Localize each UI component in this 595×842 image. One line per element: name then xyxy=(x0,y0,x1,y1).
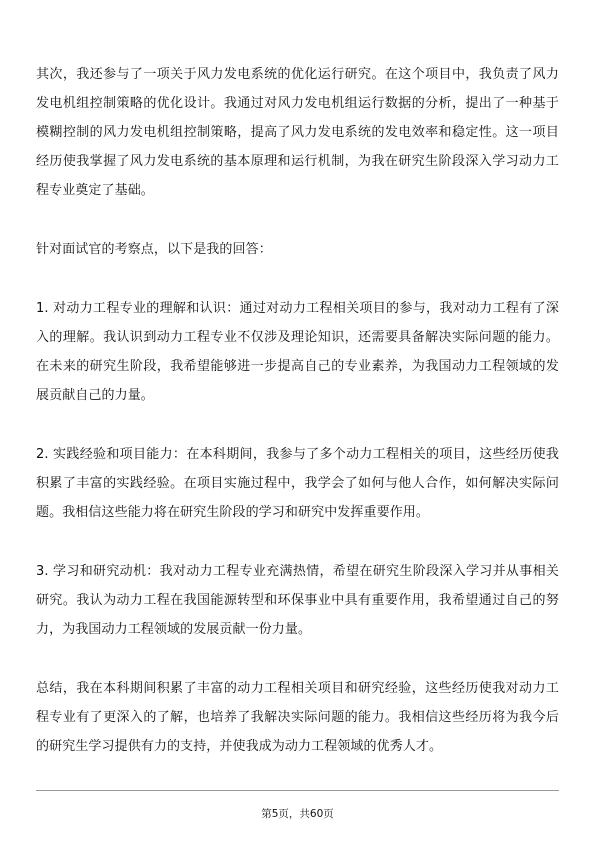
paragraph-point-understanding: 1. 对动力工程专业的理解和认识：通过对动力工程相关项目的参与，我对动力工程有了深入的理解。我认识到动力工程专业不仅涉及理论知识，还需要具备解决实际问题的能力。在未来的研究生阶段，我希望能够进一步提高自己的专业素养，为我国动力工程领域的发展贡献自己的力量。 xyxy=(36,301,559,403)
footer-divider xyxy=(36,790,559,791)
paragraph-point-motivation: 3. 学习和研究动机：我对动力工程专业充满热情，希望在研究生阶段深入学习并从事相关研究。我认为动力工程在我国能源转型和环保事业中具有重要作用，我希望通过自己的努力，为我国动力工程领域的发展贡献一份力量。 xyxy=(36,564,559,637)
paragraph-point-practice: 2. 实践经验和项目能力：在本科期间，我参与了多个动力工程相关的项目，这些经历使我积累了丰富的实践经验。在项目实施过程中，我学会了如何与他人合作，如何解决实际问题。我相信这些能力将在研究生阶段的学习和研究中发挥重要作用。 xyxy=(36,447,559,520)
paragraph-project-experience: 其次，我还参与了一项关于风力发电系统的优化运行研究。在这个项目中，我负责了风力发电机组控制策略的优化设计。我通过对风力发电机组运行数据的分析，提出了一种基于模糊控制的风力发电机组控制策略，提高了风力发电系统的发电效率和稳定性。这一项目经历使我掌握了风力发电系统的基本原理和运行机制，为我在研究生阶段深入学习动力工程专业奠定了基础。 xyxy=(36,67,559,198)
page-body xyxy=(36,60,559,791)
page-number: 第5页，共60页 xyxy=(261,808,334,820)
paragraph-summary: 总结，我在本科期间积累了丰富的动力工程相关项目和研究经验，这些经历使我对动力工程专业有了更深入的了解，也培养了我解决实际问题的能力。我相信这些经历将为我今后的研究生学习提供有力的支持，并使我成为动力工程领域的优秀人才。 xyxy=(36,681,559,754)
paragraph-answer-intro: 针对面试官的考察点，以下是我的回答： xyxy=(36,242,272,257)
